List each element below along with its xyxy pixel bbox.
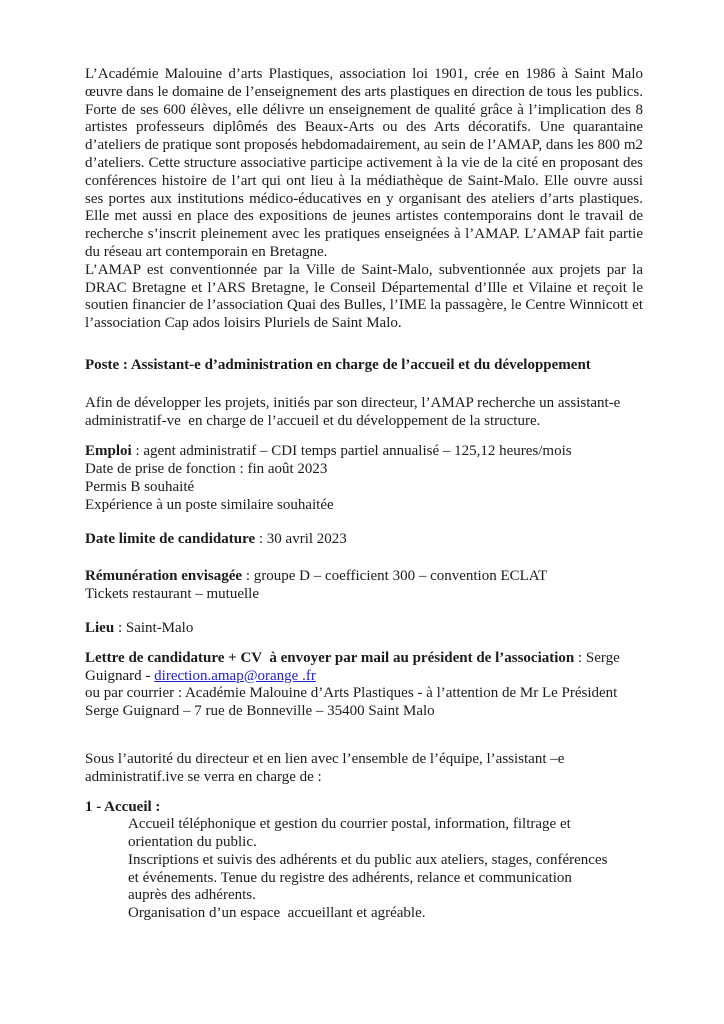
emploi-value: : agent administratif – CDI temps partiel annualisé – 125,12 heures/mois [131, 443, 572, 460]
list-item [128, 852, 643, 905]
deadline-value: : 30 avril 2023 [255, 530, 347, 547]
list-item-line: orientation du public. [128, 834, 257, 851]
courrier-line-1: ou par courrier : Académie Malouine d’Arts Plastiques - à l’attention de Mr Le Président [85, 685, 618, 702]
poste-heading-text: Poste : Assistant-e d’administration en charge de l’accueil et du développement [85, 356, 591, 373]
deadline-line [85, 531, 643, 549]
lieu-value: : Saint-Malo [114, 619, 194, 636]
accueil-heading-text: 1 - Accueil : [85, 798, 161, 815]
afin-paragraph [85, 395, 643, 431]
list-item-line: Inscriptions et suivis des adhérents et du public aux ateliers, stages, conférences [128, 851, 608, 868]
emploi-label: Emploi [85, 443, 132, 460]
intro-paragraph-1: L’Académie Malouine d’arts Plastiques, association loi 1901, crée en 1986 à Saint Malo œuvre dans le domaine de l’enseignement des arts plastiques en direction de tous les publics. Forte de ses 600 élèves, elle délivre un enseignement de qualité grâce à l’implication des 8 artistes professeurs diplômés des Beaux-Arts ou des Arts décoratifs. Une quarantaine d’ateliers de pratique sont proposés hebdomadairement, au sein de l’AMAP, dans les 800 m2 d’ateliers. Cette structure associative participe activement à la vie de la cité en proposant des conférences histoire de l’art qui ont lieu à la médiathèque de Saint-Malo. Elle ouvre aussi ses portes aux institutions médico-éducatives en y organisant des ateliers d’arts plastiques. Elle met aussi en place des expositions de jeunes artistes contemporains dont le travail de recherche s’inscrit pleinement avec les pratiques enseignées à l’AMAP. L’AMAP fait partie du réseau art contemporain en Bretagne. [85, 66, 643, 260]
emploi-line [85, 443, 643, 461]
list-item-line: et événements. Tenue du registre des adhérents, relance et communication [128, 869, 572, 886]
experience-line: Expérience à un poste similaire souhaitée [85, 496, 334, 513]
lieu-line [85, 620, 643, 638]
accueil-items [128, 816, 643, 923]
list-item-line: Organisation d’un espace accueillant et agréable. [128, 905, 426, 922]
tickets-line: Tickets restaurant – mutuelle [85, 586, 259, 603]
prise-fonction-line: Date de prise de fonction : fin août 2023 [85, 461, 328, 478]
remuneration-label: Rémunération envisagée [85, 568, 243, 585]
remuneration-block [85, 568, 643, 604]
emploi-block [85, 443, 643, 514]
afin-line-2: administratif-ve en charge de l’accueil et du développement de la structure. [85, 412, 541, 429]
afin-line-1: Afin de développer les projets, initiés par son directeur, l’AMAP recherche un assistant-e [85, 394, 621, 411]
lettre-name: Guignard - [85, 667, 155, 684]
list-item-line: Accueil téléphonique et gestion du courrier postal, information, filtrage et [128, 816, 571, 833]
accueil-section [85, 799, 643, 924]
lettre-rest: : Serge [574, 649, 620, 666]
lettre-label: Lettre de candidature + CV à envoyer par mail au président de l’association [85, 649, 575, 666]
accueil-heading [85, 799, 643, 817]
courrier-line-2: Serge Guignard – 7 rue de Bonneville – 35400 Saint Malo [85, 703, 435, 720]
sous-autorite-block [85, 751, 643, 787]
sous-autorite-line-1: Sous l’autorité du directeur et en lien avec l’ensemble de l’équipe, l’assistant –e [85, 750, 565, 767]
candidature-block [85, 650, 643, 721]
poste-heading [85, 357, 643, 375]
list-item [128, 905, 643, 923]
remuneration-value: : groupe D – coefficient 300 – convention ECLAT [242, 568, 548, 585]
deadline-label: Date limite de candidature [85, 530, 256, 547]
lettre-line-1 [85, 650, 643, 668]
list-item-line: auprès des adhérents. [128, 887, 256, 904]
email-link[interactable]: direction.amap@orange .fr [154, 667, 316, 684]
remuneration-line [85, 568, 643, 586]
list-item [128, 816, 643, 852]
sous-autorite-line-2: administratif.ive se verra en charge de : [85, 768, 322, 785]
lettre-line-2 [85, 668, 643, 686]
intro-paragraph-2: L’AMAP est conventionnée par la Ville de Saint-Malo, subventionnée aux projets par la DRAC Bretagne et l’ARS Bretagne, le Conseil Départemental d’Ille et Vilaine et reçoit le soutien financier de l’association Quai des Bulles, l’IME la passagère, le Centre Winnicott et l’association Cap ados loisirs Pluriels de Saint Malo. [85, 261, 643, 332]
lieu-label: Lieu [85, 619, 115, 636]
permis-line: Permis B souhaité [85, 478, 195, 495]
